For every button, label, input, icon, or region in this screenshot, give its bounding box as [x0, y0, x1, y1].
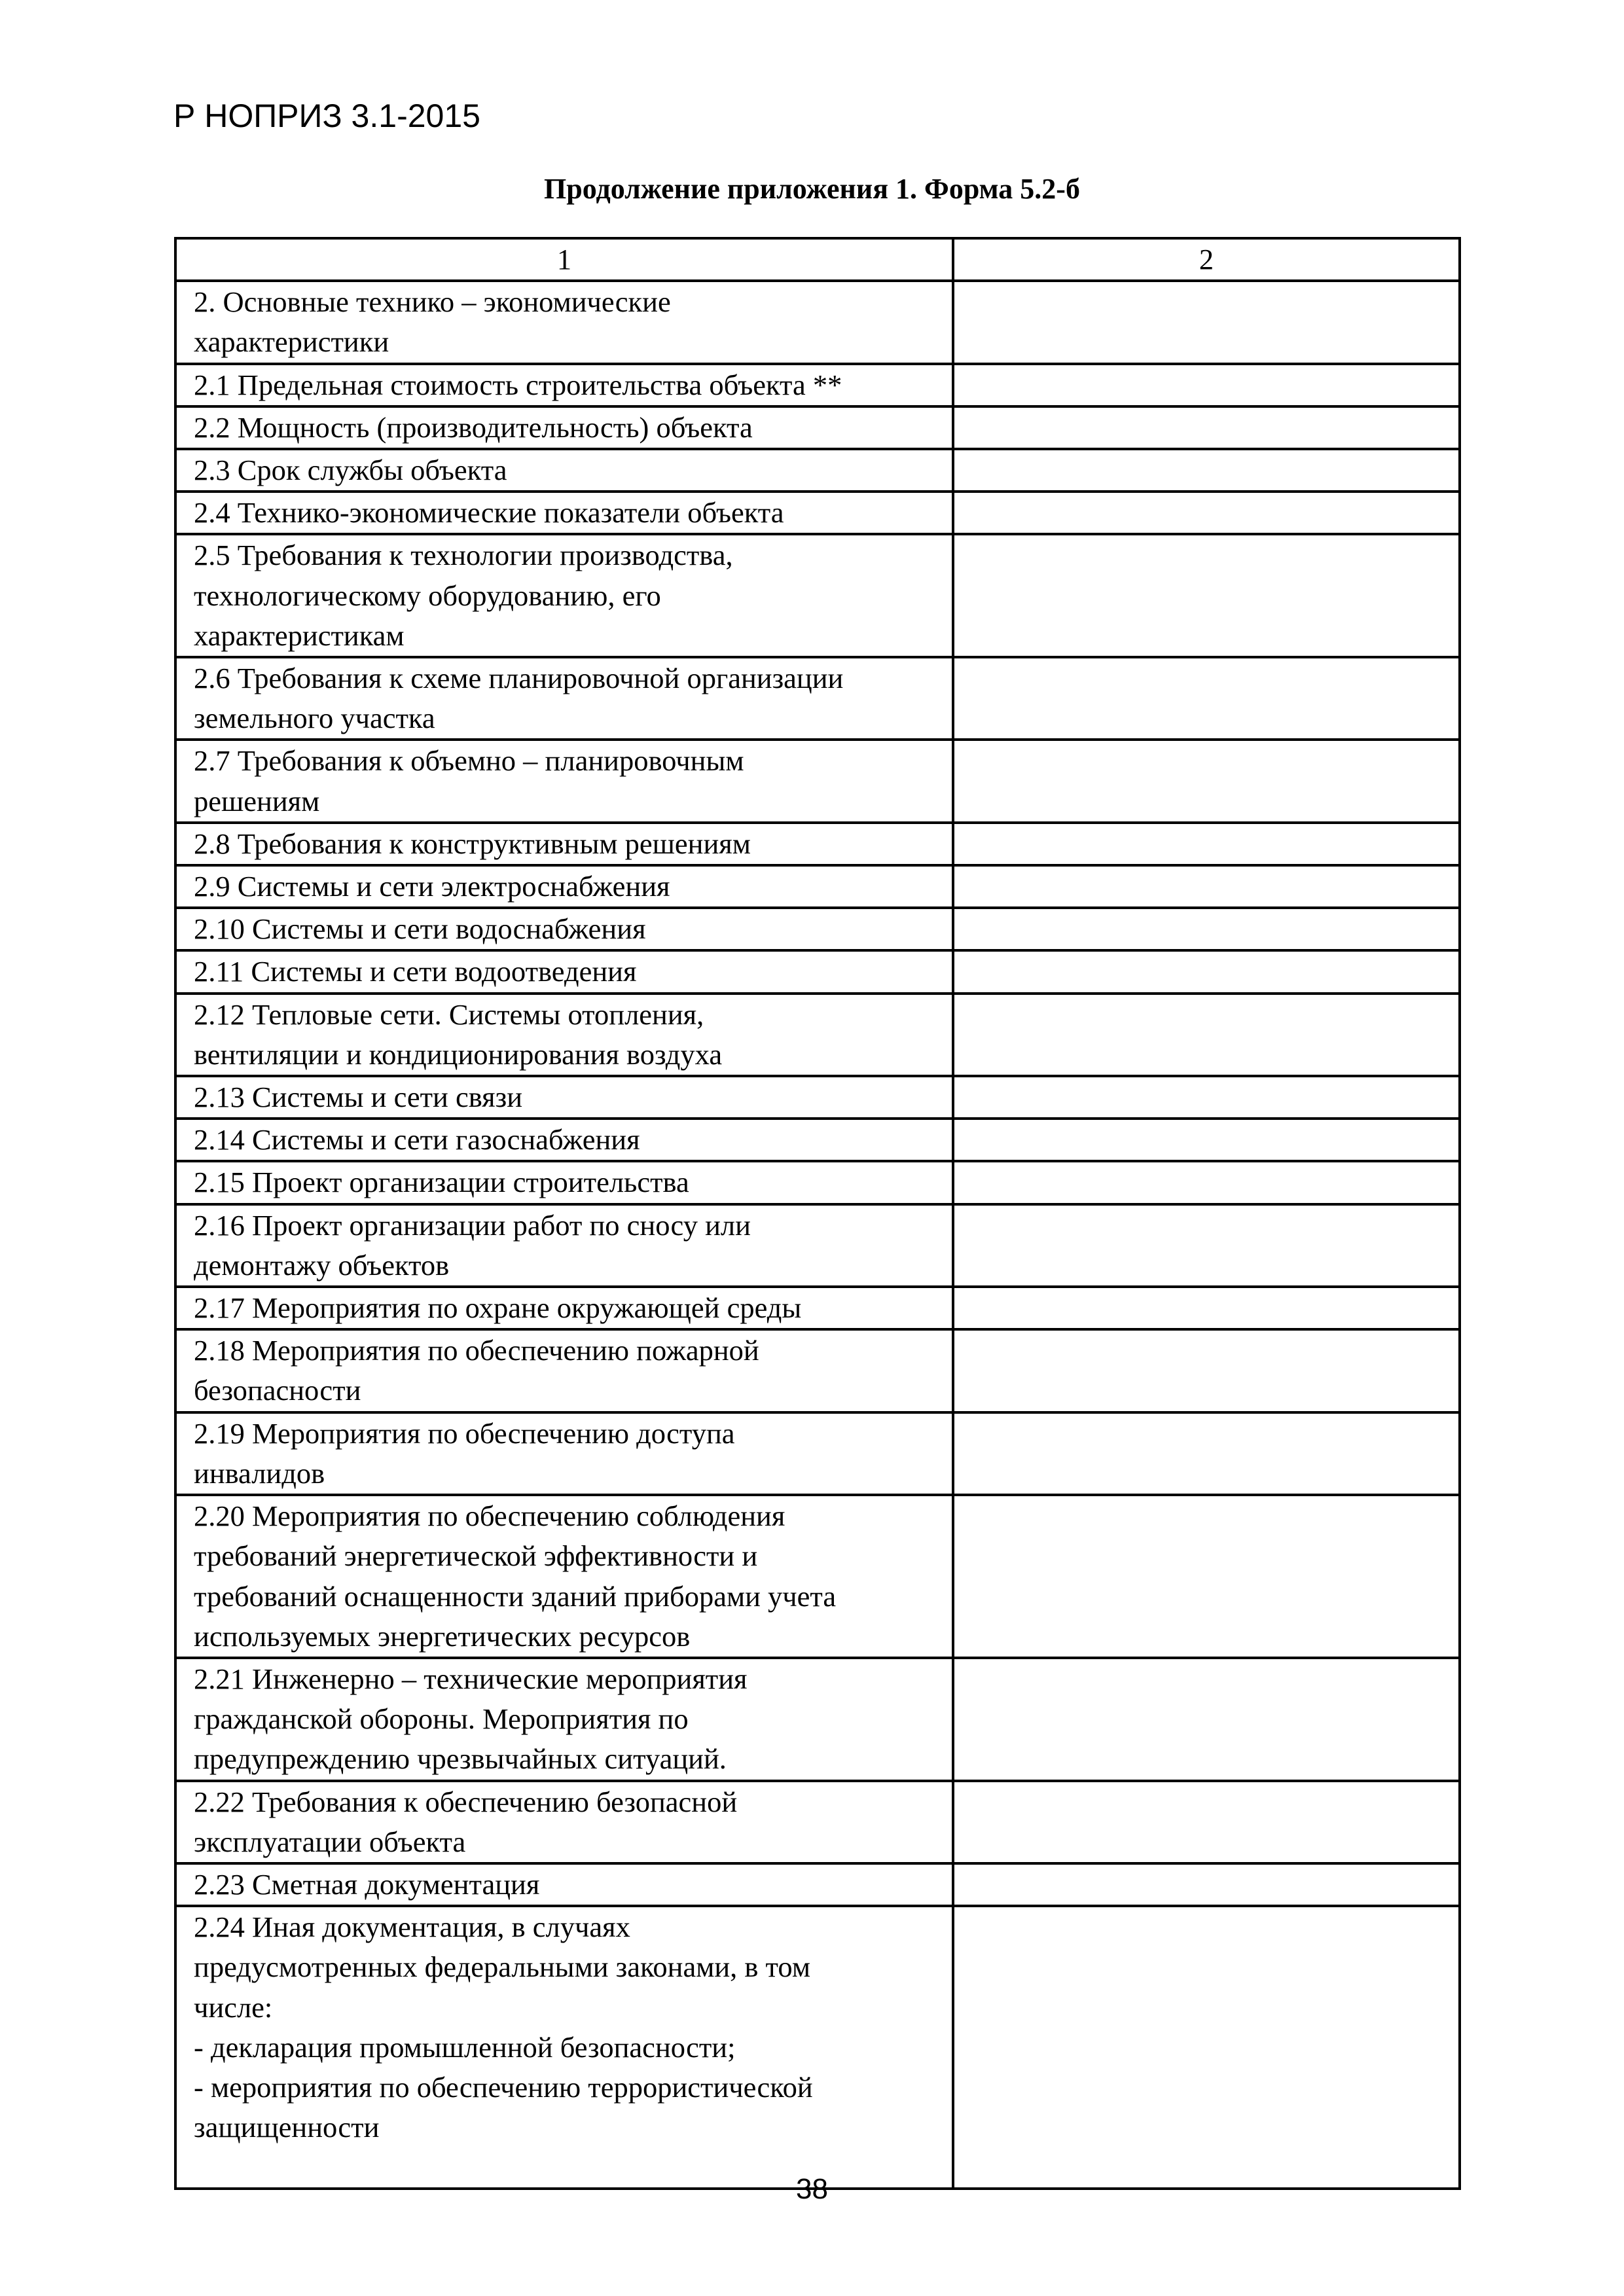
table-row: [175, 1658, 1460, 1781]
table-row: [175, 994, 1460, 1076]
table-row: [175, 1329, 1460, 1412]
requirement-label: 2.24 Иная документация, в случаях предусмотренных федеральными законами, в том числе: - декларация промышленной безопасности; - мероприятия по обеспечению террористической защищенности: [175, 1906, 953, 2189]
table-row: [175, 823, 1460, 865]
requirement-label: 2.17 Мероприятия по охране окружающей среды: [175, 1287, 953, 1329]
table-row: [175, 1076, 1460, 1119]
requirement-value-cell: [953, 1495, 1460, 1658]
requirement-label: 2. Основные технико – экономические характеристики: [175, 281, 953, 363]
table-row: [175, 281, 1460, 363]
requirement-value-cell: [953, 908, 1460, 950]
requirement-label: 2.18 Мероприятия по обеспечению пожарной безопасности: [175, 1329, 953, 1412]
table-row: [175, 908, 1460, 950]
requirement-value-cell: [953, 1906, 1460, 2189]
column-header-1: 1: [175, 238, 953, 281]
requirement-label: 2.13 Системы и сети связи: [175, 1076, 953, 1119]
table-row: [175, 406, 1460, 449]
table-row: [175, 657, 1460, 740]
requirement-label: 2.6 Требования к схеме планировочной организации земельного участка: [175, 657, 953, 740]
table-row: [175, 492, 1460, 534]
requirement-label: 2.21 Инженерно – технические мероприятия гражданской обороны. Мероприятия по предупреждению чрезвычайных ситуаций.: [175, 1658, 953, 1781]
requirement-value-cell: [953, 534, 1460, 657]
table-row: [175, 1412, 1460, 1495]
requirement-value-cell: [953, 364, 1460, 406]
requirement-value-cell: [953, 657, 1460, 740]
table-row: [175, 1906, 1460, 2189]
requirement-value-cell: [953, 865, 1460, 908]
requirement-label: 2.10 Системы и сети водоснабжения: [175, 908, 953, 950]
table-row: [175, 865, 1460, 908]
table-row: [175, 449, 1460, 492]
requirement-value-cell: [953, 1287, 1460, 1329]
requirement-value-cell: [953, 950, 1460, 993]
requirement-value-cell: [953, 449, 1460, 492]
requirement-label: 2.8 Требования к конструктивным решениям: [175, 823, 953, 865]
requirement-label: 2.23 Сметная документация: [175, 1863, 953, 1906]
requirement-label: 2.3 Срок службы объекта: [175, 449, 953, 492]
requirement-value-cell: [953, 406, 1460, 449]
requirement-label: 2.22 Требования к обеспечению безопасной эксплуатации объекта: [175, 1781, 953, 1863]
requirement-label: 2.9 Системы и сети электроснабжения: [175, 865, 953, 908]
table-row: [175, 1287, 1460, 1329]
requirement-label: 2.19 Мероприятия по обеспечению доступа инвалидов: [175, 1412, 953, 1495]
table-row: [175, 1863, 1460, 1906]
requirement-value-cell: [953, 1863, 1460, 1906]
table-row: [175, 364, 1460, 406]
table-row: [175, 1204, 1460, 1287]
requirement-value-cell: [953, 1781, 1460, 1863]
table-header-row: [175, 238, 1460, 281]
requirement-label: 2.7 Требования к объемно – планировочным решениям: [175, 740, 953, 822]
table-row: [175, 534, 1460, 657]
requirement-value-cell: [953, 492, 1460, 534]
column-header-2: 2: [953, 238, 1460, 281]
table-row: [175, 1119, 1460, 1161]
requirement-value-cell: [953, 1161, 1460, 1204]
requirement-label: 2.5 Требования к технологии производства, технологическому оборудованию, его характеристикам: [175, 534, 953, 657]
table-row: [175, 1495, 1460, 1658]
requirement-label: 2.12 Тепловые сети. Системы отопления, вентиляции и кондиционирования воздуха: [175, 994, 953, 1076]
requirement-label: 2.1 Предельная стоимость строительства объекта **: [175, 364, 953, 406]
requirement-value-cell: [953, 1119, 1460, 1161]
requirement-value-cell: [953, 823, 1460, 865]
requirement-value-cell: [953, 1204, 1460, 1287]
requirement-value-cell: [953, 1076, 1460, 1119]
requirement-label: 2.16 Проект организации работ по сносу или демонтажу объектов: [175, 1204, 953, 1287]
requirement-value-cell: [953, 1412, 1460, 1495]
requirements-table: [174, 237, 1461, 2190]
requirement-value-cell: [953, 740, 1460, 822]
requirement-label: 2.20 Мероприятия по обеспечению соблюдения требований энергетической эффективности и требований оснащенности зданий приборами учета используемых энергетических ресурсов: [175, 1495, 953, 1658]
requirement-label: 2.15 Проект организации строительства: [175, 1161, 953, 1204]
table-row: [175, 950, 1460, 993]
requirement-label: 2.11 Системы и сети водоотведения: [175, 950, 953, 993]
requirement-value-cell: [953, 281, 1460, 363]
table-row: [175, 1781, 1460, 1863]
page-number: 38: [796, 2173, 828, 2205]
requirement-value-cell: [953, 994, 1460, 1076]
requirement-label: 2.2 Мощность (производительность) объекта: [175, 406, 953, 449]
requirement-value-cell: [953, 1329, 1460, 1412]
table-row: [175, 740, 1460, 822]
requirement-label: 2.14 Системы и сети газоснабжения: [175, 1119, 953, 1161]
table-row: [175, 1161, 1460, 1204]
document-header: Р НОПРИЗ 3.1-2015: [173, 98, 480, 134]
form-title: Продолжение приложения 1. Форма 5.2-б: [544, 173, 1080, 205]
requirement-value-cell: [953, 1658, 1460, 1781]
requirement-label: 2.4 Технико-экономические показатели объекта: [175, 492, 953, 534]
